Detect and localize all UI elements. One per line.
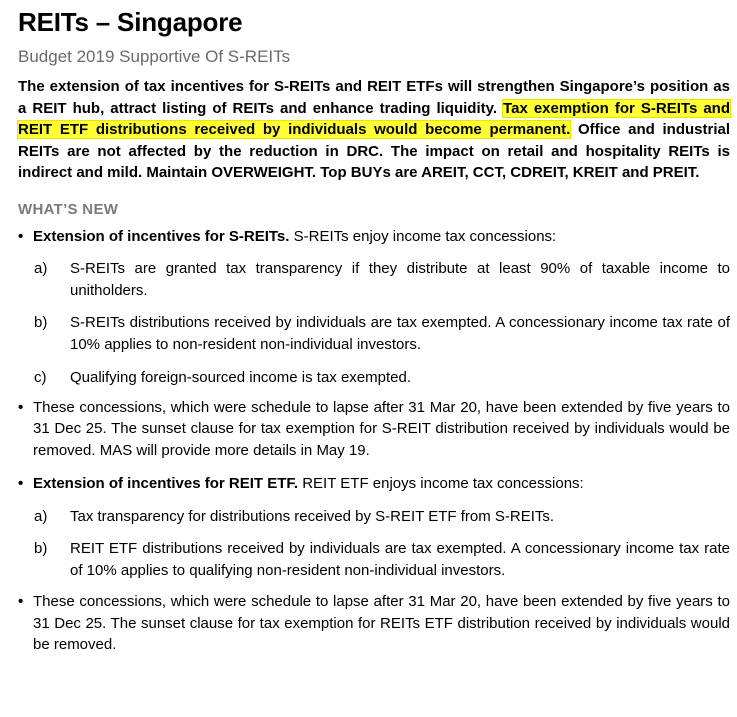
sub-item-text: S-REITs are granted tax transparency if they distribute at least 90% of taxable income to unitholders. xyxy=(70,260,730,299)
sub-item-text: Qualifying foreign-sourced income is tax exempted. xyxy=(70,369,412,386)
bullet-text: These concessions, which were schedule to lapse after 31 Mar 20, have been extended by five years to 31 Dec 25. The sunset clause for tax exemption for REITs ETF distribution received by individuals would be removed. xyxy=(33,593,730,653)
summary-highlighted-text: Tax exemption for S-REITs and REIT ETF distributions received by individuals would become permanent. xyxy=(18,99,730,138)
summary-paragraph xyxy=(18,76,730,184)
page-subtitle: Budget 2019 Supportive Of S-REITs xyxy=(18,47,291,66)
sub-item xyxy=(18,258,730,301)
bullet-text: These concessions, which were schedule to lapse after 31 Mar 20, have been extended by five years to 31 Dec 25. The sunset clause for tax exemption for S-REIT distribution received by individuals would be removed. MAS will provide more details in May 19. xyxy=(33,398,730,459)
bullet-marker: • xyxy=(18,593,24,610)
bullet-item xyxy=(18,397,730,462)
document-page xyxy=(18,6,730,656)
bullet-lead: Extension of incentives for S-REITs. xyxy=(33,227,290,245)
bullet-text: S-REITs enjoy income tax concessions: xyxy=(289,227,557,245)
sub-item xyxy=(18,367,730,389)
bullet-text: REIT ETF enjoys income tax concessions: xyxy=(298,475,584,492)
sub-item-text: S-REITs distributions received by individuals are tax exempted. A concessionary income tax rate of 10% applies to non-resident non-individual investors. xyxy=(70,314,730,353)
bullet-marker: • xyxy=(18,227,24,245)
bullet-item xyxy=(18,473,730,495)
section-heading-whats-new: WHAT’S NEW xyxy=(18,200,119,218)
summary-text-rest: Office and industrial REITs are not affected by the reduction in DRC. The impact on retail and hospitality REITs is indirect and mild. Maintain OVERWEIGHT. Top BUYs are AREIT, CCT, CDREIT, KREIT and PREIT. xyxy=(18,121,730,181)
sub-item xyxy=(18,506,730,528)
bullet-item xyxy=(18,226,730,248)
page-title: REITs – Singapore xyxy=(18,7,243,37)
sub-item-letter: b) xyxy=(34,540,48,557)
sub-item-text: REIT ETF distributions received by individuals are tax exempted. A concessionary income tax rate of 10% applies to qualifying non-resident non-individual investors. xyxy=(70,540,730,579)
sub-item-letter: a) xyxy=(34,507,48,525)
sub-item xyxy=(18,312,730,355)
summary-text-intro: The extension of tax incentives for S-REITs and REIT ETFs will strengthen Singapore’s position as a REIT hub, attract listing of REITs and enhance trading liquidity. xyxy=(18,78,730,117)
sub-item-text: Tax transparency for distributions received by S-REIT ETF from S-REITs. xyxy=(70,507,555,525)
sub-item xyxy=(18,538,730,581)
sub-item-letter: a) xyxy=(34,260,48,277)
bullet-lead: Extension of incentives for REIT ETF. xyxy=(33,475,299,492)
bullet-item xyxy=(18,591,730,656)
bullet-marker: • xyxy=(18,475,24,492)
sub-item-letter: c) xyxy=(34,369,47,386)
sub-item-letter: b) xyxy=(34,314,48,331)
bullet-marker: • xyxy=(18,398,24,416)
